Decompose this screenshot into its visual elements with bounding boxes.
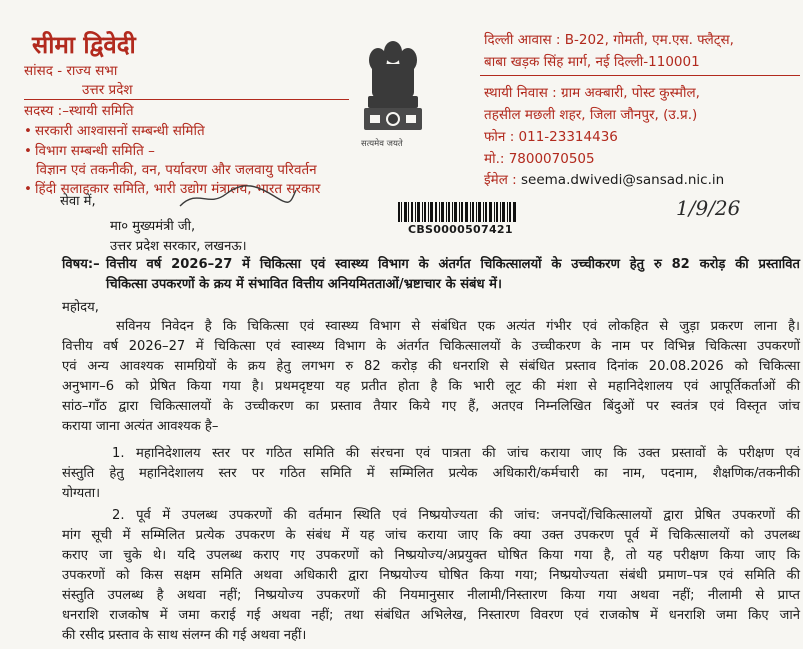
paragraph-line: सविनय निवेदन है कि चिकित्सा एवं स्वास्थ्य विभाग से संबंधित एक अत्यंत गंभीर एवं लोकहित से जुड़ा प्रकरण लाना है। [116,319,800,334]
barcode-icon [398,202,516,222]
point-line: उपकरणों को किस सक्षम समिति अथवा अधिकारी द्वारा निष्प्रयोज्य घोषित किया गया; निष्प्रयोज्यता संबंधी प्रमाण–पत्र एवं समिति की [62,568,800,583]
sender-designation: सांसद - राज्य सभा [24,63,118,79]
paragraph-line: अनुभाग–6 को प्रेषित किया गया है। प्रथमदृष्टया यह प्रतीत होता है कि भारी लूट की मंशा से महानिदेशालय एवं आपूर्तिकर्ताओं की [62,379,800,394]
mobile-number: मो.: 7800070505 [484,151,595,167]
state-emblem-icon [358,38,428,144]
permanent-address-line: स्थायी निवास : ग्राम अक्बारी, पोस्ट कुस्मौल, [484,85,700,101]
subject-line: वित्तीय वर्ष 2026–27 में चिकित्सा एवं स्वास्थ्य विभाग के अंतर्गत चिकित्सालयों के उच्चीकरण हेतु रु 82 करोड़ की प्रस्तावित [106,257,800,272]
committee-item: • विभाग सम्बन्धी समिति – [24,141,155,159]
handwritten-date: 1/9/26 [676,196,741,220]
point-line: योग्यता। [62,486,101,501]
recipient-line: उत्तर प्रदेश सरकार, लखनऊ। [110,239,247,254]
paragraph-line: सांठ–गाँठ द्वारा चिकित्सालयों के उच्चीकरण का प्रस्ताव तैयार किये गए हैं, अतएव निम्नलिखित बिंदुओं पर स्वतंत्र एवं विस्तृत जांच [62,399,800,414]
committee-item: विज्ञान एवं तकनीकी, वन, पर्यावरण और जलवायु परिवर्तन [36,162,317,178]
committee-item: • सरकारी आश्वासनों सम्बन्धी समिति [24,121,205,139]
salutation-prefix: सेवा में, [60,194,96,209]
email-address[interactable]: seema.dwivedi@sansad.nic.in [521,172,725,188]
recipient-line: मा० मुख्यमंत्री जी, [110,219,196,234]
email-line [484,170,724,188]
point-line: 2. पूर्व में उपलब्ध उपकरणों की वर्तमान स्थिति एवं निष्प्रयोज्यता की जांच: जनपदों/चिकित्सालयों द्वारा प्रेषित उपकरणों की [112,508,800,523]
greeting: महोदय, [62,300,99,315]
point-line: 1. महानिदेशालय स्तर पर गठित समिति की संरचना एवं पात्रता की जांच कराया जाए कि उक्त प्रस्तावों के परीक्षण एवं [112,446,800,461]
point-line: की रसीद प्रस्ताव के साथ संलग्न की गई अथवा नहीं। [62,628,307,643]
delhi-address-line: दिल्ली आवास : B-202, गोमती, एम.एस. फ्लैट्स, [484,32,734,48]
subject-label: विषय:– [62,257,100,272]
point-line: संस्तुति हेतु महानिदेशालय स्तर पर गठित समिति में सम्मिलित प्रत्येक अधिकारी/कर्मचारी का नाम, पदनाम, शैक्षणिक/तकनीकी [62,466,800,481]
handwritten-scribble-icon [178,182,298,212]
emblem-motto: सत्यमेव जयते [361,139,403,149]
permanent-address-line: तहसील मछली शहर, जिला जौनपुर, (उ.प्र.) [484,107,698,123]
email-label: ईमेल : [484,172,521,188]
paragraph-line: वित्तीय वर्ष 2026–27 में चिकित्सा एवं स्वास्थ्य विभाग के अंतर्गत चिकित्सालयों के उच्चीकरण के नाम पर विभिन्न चिकित्सा उपकरणों [62,339,800,354]
paragraph-line: कराया जाना अत्यंत आवश्यक है– [62,419,219,434]
member-heading: सदस्य :–स्थायी समिति [24,103,134,119]
point-line: मांग सूची में सम्मिलित प्रत्येक उपकरण के संबंध में यह जांच कराया जाए कि क्या उक्त उपकरण पूर्व में चिकित्सालयों को उपलब्ध [62,528,800,543]
point-line: कराए जा चुके थे। यदि उपलब्ध कराए गए उपकरणों को निष्प्रयोज्य/अप्रयुक्त घोषित किया गया है, तो यह परीक्षण किया जाए कि [62,548,800,563]
committee-item: • हिंदी सलाहकार समिति, भारी उद्योग मंत्रालय, भारत सरकार [24,179,320,197]
header-divider-right [480,75,800,76]
barcode-label: CBS0000507421 [408,223,513,236]
header-divider-left [24,99,349,100]
point-line: धनराशि राजकोष में जमा कराई गई अथवा नहीं; तथा संबंधित अभिलेख, निस्तारण विवरण एवं राजकोष में धनराशि जमा किए जाने [62,608,800,623]
sender-name: सीमा द्विवेदी [32,30,136,59]
paragraph-line: एवं अन्य आवश्यक सामग्रियों के क्रय हेतु लगभग रु 82 करोड़ की धनराशि से संबंधित प्रस्ताव दिनांक 20.08.2026 को चिकित्सा [62,359,800,374]
point-line: संस्तुति उपलब्ध है अथवा नहीं; निष्प्रयोज्य उपकरणों की नियमानुसार नीलामी/निस्तारण किया गया अथवा नहीं; नीलामी से प्राप्त [62,588,800,603]
sender-state: उत्तर प्रदेश [82,82,133,98]
subject-line: चिकित्सा उपकरणों के क्रय में संभावित वित्तीय अनियमितताओं/भ्रष्टाचार के संबंध में। [106,277,502,292]
delhi-address-line: बाबा खड़क सिंह मार्ग, नई दिल्ली-110001 [484,54,700,70]
phone-number: फोन : 011-23314436 [484,129,618,145]
